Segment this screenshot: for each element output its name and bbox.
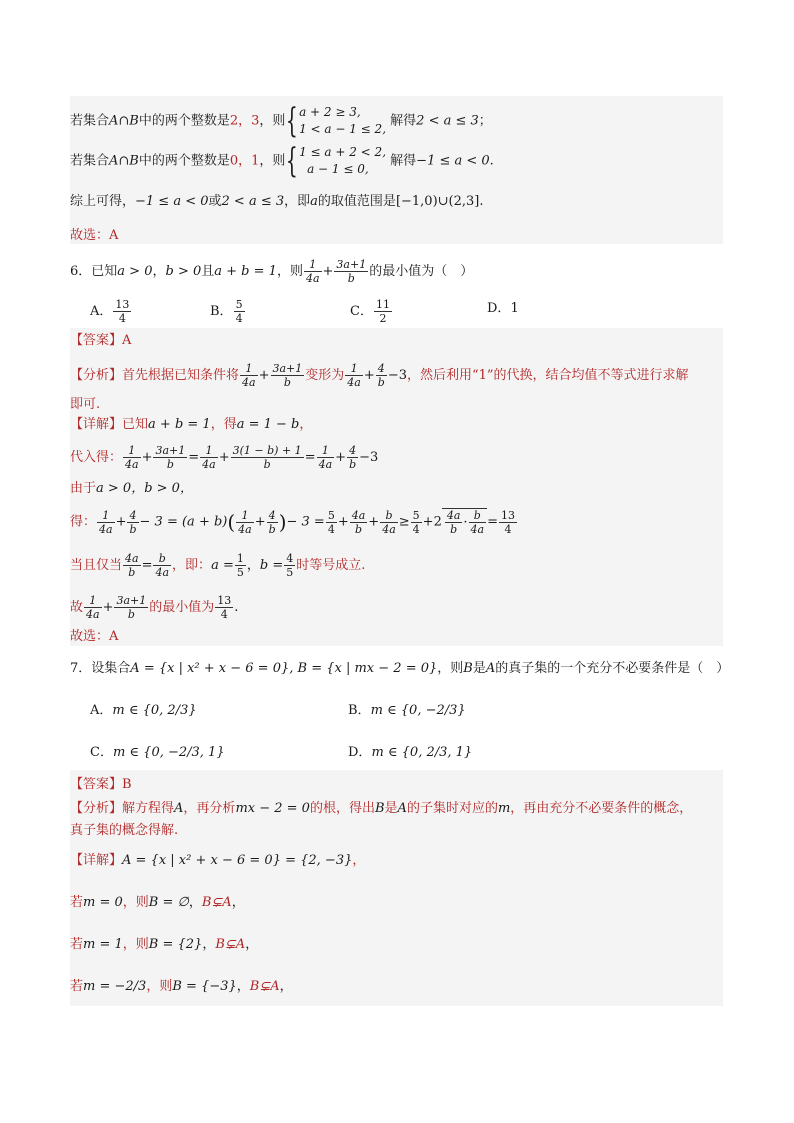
question-6-stem: 6．已知a > 0，b > 0且a + b = 1，则 $\frac{1}{4a}$ + $\frac{3a+1}{b}$ 的最小值为（ ） — [70, 258, 474, 285]
answer-line: 【答案】B — [70, 777, 132, 792]
option-d[interactable]: D．m ∈ {0, 2/3, 1} — [348, 745, 473, 760]
option-d[interactable]: D．1 — [487, 301, 519, 316]
case-line: 若m = 0，则B = ∅，B⊊A， — [70, 895, 245, 910]
analysis-line: 即可. — [70, 397, 101, 412]
analysis-line: 【分析】首先根据已知条件将 $\frac{1}{4a}$ + $\frac{3a+1}{b}$ 变形为 $\frac{1}{4a}$ + $\frac{4}{b}$ −3，然后利用“1”的代换，结合均值不等式进行求解 — [70, 362, 689, 389]
option-a[interactable]: A． $\frac{13}{4}$ — [90, 298, 130, 325]
detail-line: 【详解】A = {x | x² + x − 6 = 0} = {2, −3}， — [70, 853, 366, 868]
case-line: 若m = 1，则B = {2}，B⊊A， — [70, 937, 259, 952]
answer-line: 【答案】A — [70, 333, 132, 348]
question-7-stem: 7．设集合A = {x | x² + x − 6 = 0}, B = {x | mx − 2 = 0}，则B是A的真子集的一个充分不必要条件是（ ） — [70, 661, 730, 676]
detail-line: 当且仅当 $\frac{4a}{b}$ = $\frac{b}{4a}$ ，即：a = $\frac{1}{5}$ ，b = $\frac{4}{5}$ 时等号成立. — [70, 552, 366, 579]
detail-line: 得： $\frac{1}{4a}$ + $\frac{4}{b}$ − 3 = (a + b)( $\frac{1}{4a}$ + $\frac{4}{b}$ )− 3 = $\frac{5}{4}$ + $\frac{4a}{b}$ + $\frac{b}{4a}$ ≥ $\frac{5}{4}$ +2 $\frac{4a}{b}$ · $\frac{b}{4a}$ = $\frac{13}{4}$ — [70, 508, 516, 536]
option-c[interactable]: C．m ∈ {0, −2/3, 1} — [90, 745, 225, 760]
detail-line: 故 $\frac{1}{4a}$ + $\frac{3a+1}{b}$ 的最小值为 $\frac{13}{4}$ . — [70, 594, 239, 621]
detail-line: 【详解】已知a + b = 1，得a = 1 − b， — [70, 417, 313, 432]
detail-line: 代入得： $\frac{1}{4a}$ + $\frac{3a+1}{b}$ = $\frac{1}{4a}$ + $\frac{3(1 - b) + 1}{b}$ = $\frac{1}{4a}$ + $\frac{4}{b}$ −3 — [70, 444, 379, 471]
analysis-line: 【分析】解方程得A，再分析mx − 2 = 0的根，得出B是A的子集时对应的m，再由充分不必要条件的概念， — [70, 801, 693, 816]
case-line: 若m = −2/3，则B = {−3}，B⊊A， — [70, 979, 293, 994]
option-b[interactable]: B．m ∈ {0, −2/3} — [348, 703, 466, 718]
solution-line: 若集合A∩B中的两个整数是2，3，则{ a + 2 ≥ 3, 1 < a − 1 ≤ 2, 解得2 < a ≤ 3； — [70, 101, 492, 141]
option-c[interactable]: C． $\frac{11}{2}$ — [350, 298, 390, 325]
choice-line: 故选：A — [70, 629, 119, 644]
detail-line: 由于a > 0，b > 0， — [70, 481, 193, 496]
option-b[interactable]: B． $\frac{5}{4}$ — [210, 298, 243, 325]
solution-line: 综上可得，−1 ≤ a < 0或2 < a ≤ 3，即a的取值范围是[−1,0)∪(2,3]. — [70, 194, 484, 209]
analysis-line: 真子集的概念得解. — [70, 823, 179, 838]
solution-line: 若集合A∩B中的两个整数是0，1，则{ 1 ≤ a + 2 < 2, a − 1 ≤ 0, 解得−1 ≤ a < 0. — [70, 141, 494, 181]
choice-line: 故选：A — [70, 228, 119, 243]
option-a[interactable]: A．m ∈ {0, 2/3} — [90, 703, 197, 718]
